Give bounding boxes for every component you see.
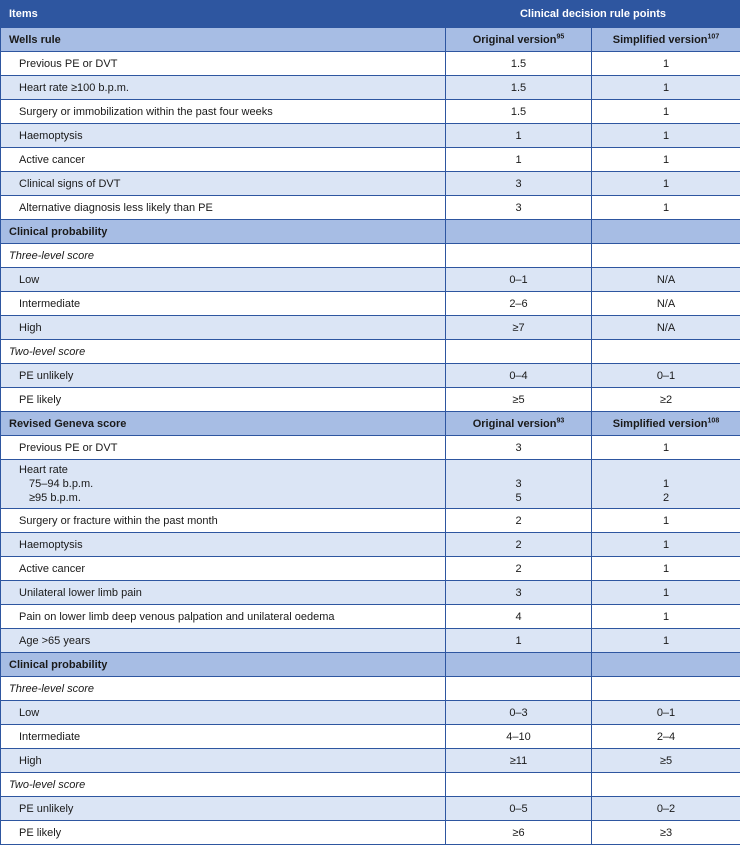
section-row <box>1 220 740 244</box>
item-label: PE unlikely <box>1 364 446 388</box>
original-points: 1 <box>446 124 592 148</box>
section-title: Revised Geneva score <box>1 412 446 436</box>
table-row <box>1 725 740 749</box>
table-row <box>1 76 740 100</box>
table-row <box>1 581 740 605</box>
original-points: 3 <box>446 436 592 460</box>
simplified-version-header <box>592 412 740 436</box>
original-points: 2–6 <box>446 292 592 316</box>
simplified-points-2: 2 <box>662 492 670 504</box>
reference-number: 95 <box>556 32 565 40</box>
simplified-points: 1 <box>592 581 740 605</box>
heart-rate-range-1: 75–94 b.p.m. <box>29 478 94 490</box>
table-row <box>1 124 740 148</box>
item-label: PE unlikely <box>1 797 446 821</box>
simplified-points: 0–1 <box>592 364 740 388</box>
empty-cell <box>592 653 740 677</box>
section-row <box>1 28 740 52</box>
table-row <box>1 316 740 340</box>
reference-number: 107 <box>707 32 720 40</box>
item-label: Intermediate <box>1 292 446 316</box>
simplified-points: ≥5 <box>592 749 740 773</box>
table-row <box>1 100 740 124</box>
simplified-points-1: 1 <box>662 478 670 490</box>
spacer <box>446 463 591 477</box>
item-label: High <box>1 316 446 340</box>
simplified-version-label: Simplified version <box>612 417 708 430</box>
item-label: PE likely <box>1 388 446 412</box>
simplified-version-header <box>592 28 740 52</box>
table-row <box>1 557 740 581</box>
table-row <box>1 268 740 292</box>
original-points: 1 <box>446 629 592 653</box>
simplified-points: N/A <box>592 292 740 316</box>
item-label: Pain on lower limb deep venous palpation and unilateral oedema <box>1 605 446 629</box>
table-row <box>1 701 740 725</box>
simplified-points: 0–2 <box>592 797 740 821</box>
simplified-points: 1 <box>592 148 740 172</box>
original-points: 4 <box>446 605 592 629</box>
item-label: Previous PE or DVT <box>1 52 446 76</box>
original-points: 0–3 <box>446 701 592 725</box>
original-points: 3 <box>446 172 592 196</box>
original-points <box>446 460 592 509</box>
empty-cell <box>446 220 592 244</box>
item-label: Low <box>1 268 446 292</box>
table-row <box>1 52 740 76</box>
original-points: 2 <box>446 557 592 581</box>
item-label: Haemoptysis <box>1 124 446 148</box>
simplified-points: 1 <box>592 436 740 460</box>
simplified-version-label: Simplified version <box>612 33 708 46</box>
empty-cell <box>446 677 592 701</box>
score-level-title: Two-level score <box>1 340 446 364</box>
empty-cell <box>592 220 740 244</box>
simplified-points: 1 <box>592 629 740 653</box>
simplified-points: 0–1 <box>592 701 740 725</box>
original-points: 1.5 <box>446 76 592 100</box>
spacer <box>592 463 740 477</box>
table-row <box>1 436 740 460</box>
reference-number: 93 <box>556 416 565 424</box>
heart-rate-label: Heart rate <box>19 464 68 476</box>
original-points: ≥5 <box>446 388 592 412</box>
original-points: 2 <box>446 509 592 533</box>
simplified-points <box>592 460 740 509</box>
item-label: Previous PE or DVT <box>1 436 446 460</box>
item-label: Age >65 years <box>1 629 446 653</box>
item-label: Unilateral lower limb pain <box>1 581 446 605</box>
empty-cell <box>446 653 592 677</box>
section-row <box>1 653 740 677</box>
original-points: 0–4 <box>446 364 592 388</box>
table-row <box>1 509 740 533</box>
item-label <box>1 460 446 509</box>
item-label: Clinical signs of DVT <box>1 172 446 196</box>
item-label: Low <box>1 701 446 725</box>
item-label: Surgery or immobilization within the past four weeks <box>1 100 446 124</box>
simplified-points: 1 <box>592 172 740 196</box>
section-row <box>1 412 740 436</box>
item-label: PE likely <box>1 821 446 845</box>
subheader-row <box>1 244 740 268</box>
reference-number: 108 <box>707 416 720 424</box>
section-title: Wells rule <box>1 28 446 52</box>
original-points: 1.5 <box>446 52 592 76</box>
empty-cell <box>446 340 592 364</box>
heart-rate-row <box>1 460 740 509</box>
original-points: ≥6 <box>446 821 592 845</box>
table-row <box>1 749 740 773</box>
table-row <box>1 292 740 316</box>
original-points: 1 <box>446 148 592 172</box>
heart-rate-range-2: ≥95 b.p.m. <box>29 492 81 504</box>
table-row <box>1 196 740 220</box>
subheader-row <box>1 677 740 701</box>
simplified-points: 1 <box>592 557 740 581</box>
simplified-points: 1 <box>592 196 740 220</box>
simplified-points: 1 <box>592 52 740 76</box>
items-header: Items <box>1 1 446 28</box>
empty-cell <box>592 677 740 701</box>
subheader-row <box>1 773 740 797</box>
original-version-header <box>446 28 592 52</box>
simplified-points: N/A <box>592 316 740 340</box>
original-points-1: 3 <box>515 478 522 490</box>
simplified-points: 1 <box>592 509 740 533</box>
original-points: ≥7 <box>446 316 592 340</box>
empty-cell <box>592 773 740 797</box>
score-level-title: Three-level score <box>1 677 446 701</box>
item-label: Active cancer <box>1 557 446 581</box>
item-label: Alternative diagnosis less likely than PE <box>1 196 446 220</box>
table-row <box>1 533 740 557</box>
clinical-probability-title: Clinical probability <box>1 220 446 244</box>
item-label: Haemoptysis <box>1 533 446 557</box>
table-row <box>1 821 740 845</box>
table-row <box>1 629 740 653</box>
item-label: Surgery or fracture within the past month <box>1 509 446 533</box>
original-points: 2 <box>446 533 592 557</box>
original-points: 1.5 <box>446 100 592 124</box>
table-row <box>1 364 740 388</box>
clinical-probability-title: Clinical probability <box>1 653 446 677</box>
empty-cell <box>592 340 740 364</box>
simplified-points: 1 <box>592 605 740 629</box>
original-version-header <box>446 412 592 436</box>
original-version-label: Original version <box>472 33 557 46</box>
table-row <box>1 605 740 629</box>
empty-cell <box>446 244 592 268</box>
item-label: Active cancer <box>1 148 446 172</box>
simplified-points: 1 <box>592 533 740 557</box>
original-points: 3 <box>446 581 592 605</box>
score-level-title: Three-level score <box>1 244 446 268</box>
points-header: Clinical decision rule points <box>446 1 740 28</box>
simplified-points: 1 <box>592 124 740 148</box>
subheader-row <box>1 340 740 364</box>
simplified-points: N/A <box>592 268 740 292</box>
item-label: High <box>1 749 446 773</box>
table-row <box>1 388 740 412</box>
empty-cell <box>446 773 592 797</box>
simplified-points: 1 <box>592 100 740 124</box>
table-header-row <box>1 1 740 28</box>
original-points: 0–5 <box>446 797 592 821</box>
table-row <box>1 797 740 821</box>
original-points: ≥11 <box>446 749 592 773</box>
original-points: 4–10 <box>446 725 592 749</box>
table-row <box>1 172 740 196</box>
table-row <box>1 148 740 172</box>
item-label: Heart rate ≥100 b.p.m. <box>1 76 446 100</box>
score-level-title: Two-level score <box>1 773 446 797</box>
simplified-points: ≥3 <box>592 821 740 845</box>
original-points: 3 <box>446 196 592 220</box>
item-label: Intermediate <box>1 725 446 749</box>
original-version-label: Original version <box>472 417 557 430</box>
simplified-points: 2–4 <box>592 725 740 749</box>
simplified-points: 1 <box>592 76 740 100</box>
empty-cell <box>592 244 740 268</box>
simplified-points: ≥2 <box>592 388 740 412</box>
original-points-2: 5 <box>515 492 522 504</box>
original-points: 0–1 <box>446 268 592 292</box>
